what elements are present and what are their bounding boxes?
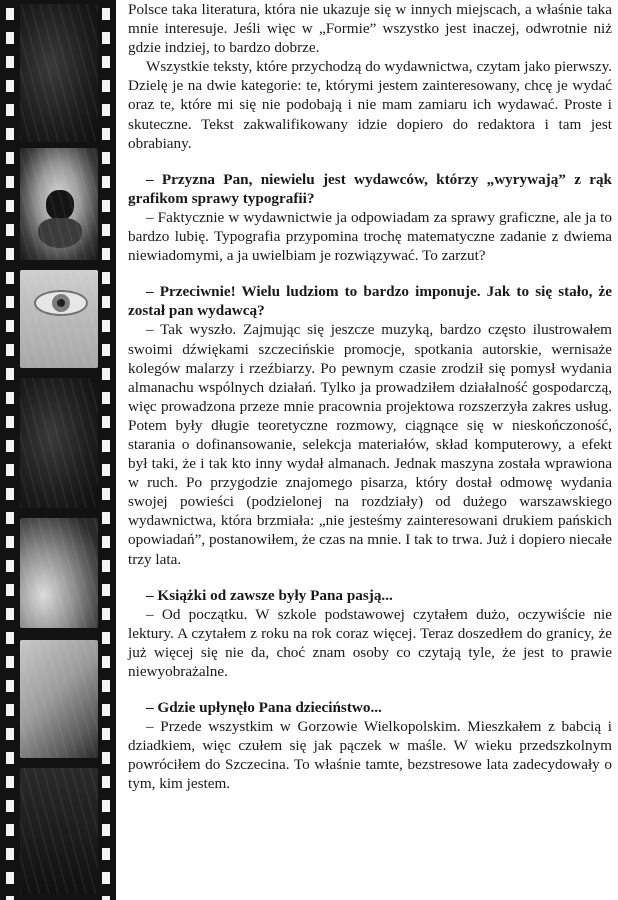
interview-answer: – Od początku. W szkole podstawowej czytałem dużo, oczywiście nie lektury. A czytałem z roku na rok coraz więcej. Teraz doszedłem do granicy, że już więcej się nie da, choć znam osoby co czytają tyle, że jest to prawie niewyobrażalne.: [128, 605, 612, 680]
film-sprocket-rail-right: [98, 0, 114, 900]
interview-article-text: [128, 0, 612, 794]
body-paragraph: Wszystkie teksty, które przychodzą do wydawnictwa, czytam jako pierwszy. Dzielę je na dwie kategorie: te, którymi jestem zainteresowany, chcę je wydać oraz te, które mi się nie podobają i nie mam zamiaru ich wydawać. Proste i skuteczne. Tekst zakwalifikowany idzie dopiero do redaktora i tam jest obrabiany.: [128, 58, 612, 152]
interview-question: – Gdzie upłynęło Pana dzieciństwo...: [146, 699, 382, 717]
film-strip-decoration: [0, 0, 116, 900]
interview-question: – Przyzna Pan, niewielu jest wydawców, którzy „wyrywają” z rąk grafikom sprawy typografii?: [128, 170, 612, 207]
body-paragraph: Polsce taka literatura, która nie ukazuje się w innych miejscach, a właśnie taka mnie interesuje. Jeśli więc w „Formie” wszystko jest inaczej, odwrotnie niż gdzie indziej, to bardzo dobrze.: [128, 1, 612, 57]
film-sprocket-rail-left: [2, 0, 18, 900]
film-frame-head-photo: [20, 518, 98, 628]
film-frame-dark: [20, 768, 98, 894]
paragraph-gap: [128, 681, 612, 698]
film-frame-dark: [20, 4, 98, 142]
paragraph-gap: [128, 569, 612, 586]
interview-question: – Przeciwnie! Wielu ludziom to bardzo imponuje. Jak to się stało, że został pan wydawcą?: [128, 283, 612, 320]
paragraph-gap: [128, 265, 612, 282]
film-frame-dark: [20, 378, 98, 508]
interview-answer: – Faktycznie w wydawnictwie ja odpowiadam za sprawy graficzne, ale ja to bardzo lubię. Typografia przypomina trochę matematyczne zadanie z dwiema niewiadomymi, a ja uwielbiam je rozwiązywać. To zarzut?: [128, 208, 612, 265]
paragraph-gap: [128, 153, 612, 170]
film-frame-laughing-face-photo: [20, 148, 98, 260]
interview-answer: – Tak wyszło. Zajmując się jeszcze muzyką, bardzo często ilustrowałem swoimi dźwiękami szczecińskie promocje, spotkania autorskie, wernisaże kolegów malarzy i rzeźbiarzy. Po pewnym czasie zrodził się pomysł wydania almanachu wspólnych działań. Tylko ja prowadziłem działalność gospodarczą, więc prowadzona przeze mnie pracownia projektowa rozszerzyła zakres usług. Potem były długie teoretyczne rozmowy, ciągnące się w nieskończoność, starania o dofinansowanie, selekcja materiałów, skład komputerowy, a efekt był taki, że i tak kto inny wydał almanach. Jednak maszyna została wprawiona w ruch. Po przygodzie znajomego pisarza, który dostał odmowę wydania swojej powieści (podzielonej na rozdziały) od dużego warszawskiego wydawnictwa, która brzmiała: „nie jesteśmy zainteresowani drukiem pańskich opowiadań”, postanowiłem, że czas na mnie. I tak to trwa. Już i dopiero niecałe trzy lata.: [128, 321, 612, 568]
film-frame-eye-photo: [20, 270, 98, 368]
interview-question: – Książki od zawsze były Pana pasją...: [146, 586, 393, 604]
film-frame-hand-photo: [20, 640, 98, 758]
interview-answer: – Przede wszystkim w Gorzowie Wielkopolskim. Mieszkałem z babcią i dziadkiem, więc czułem się jak pączek w maśle. W wieku przedszkolnym powróciłem do Szczecina. To właśnie tamte, bezstresowe lata zadecydowały o tym, kim jestem.: [128, 718, 612, 793]
